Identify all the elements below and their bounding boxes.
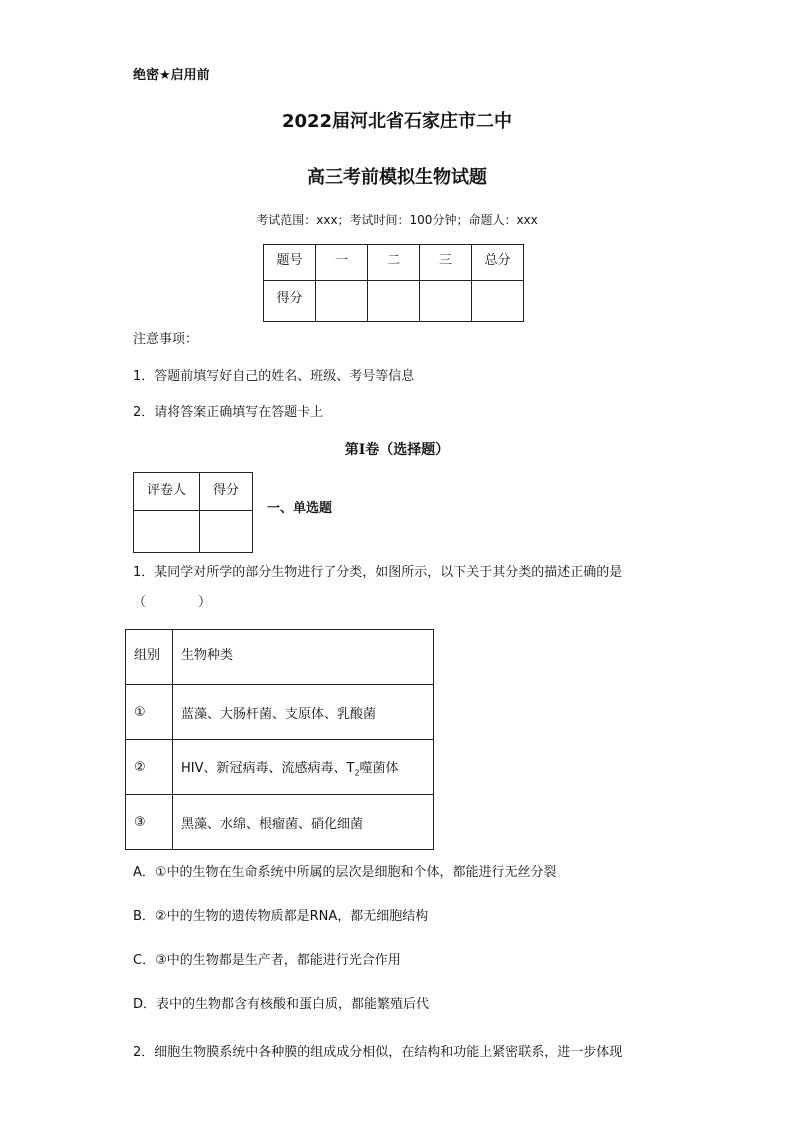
option-c: C．③中的生物都是生产者，都能进行光合作用 xyxy=(133,953,401,968)
part-heading: 一、单选题 xyxy=(267,501,333,516)
score-empty-cell xyxy=(368,281,420,322)
grader-table xyxy=(133,472,253,553)
table-row xyxy=(126,795,434,850)
section-title: 第I卷（选择题） xyxy=(344,442,450,458)
score-empty-cell xyxy=(472,281,524,322)
option-b: B．②中的生物的遗传物质都是RNA，都无细胞结构 xyxy=(133,909,429,924)
group-cell: ② xyxy=(126,740,173,795)
classification-table xyxy=(125,629,434,850)
species-cell: 蓝藻、大肠杆菌、支原体、乳酸菌 xyxy=(173,685,434,740)
score-header-cell: 一 xyxy=(316,245,368,281)
table-row xyxy=(126,685,434,740)
score-header-cell: 三 xyxy=(420,245,472,281)
species-cell xyxy=(173,740,434,795)
table-header-species: 生物种类 xyxy=(173,630,434,685)
score-header-cell: 题号 xyxy=(264,245,316,281)
exam-title-line1: 2022届河北省石家庄市二中 xyxy=(281,111,513,132)
note-item: 1．答题前填写好自己的姓名、班级、考号等信息 xyxy=(133,369,415,384)
score-row-label: 得分 xyxy=(264,281,316,322)
group-cell: ① xyxy=(126,685,173,740)
species-text: HIV、新冠病毒、流感病毒、T xyxy=(181,760,355,776)
option-d: D．表中的生物都含有核酸和蛋白质，都能繁殖后代 xyxy=(133,997,430,1012)
exam-title-line2: 高三考前模拟生物试题 xyxy=(307,167,487,188)
question-1-blank: （ ） xyxy=(133,595,212,610)
species-text: 噬菌体 xyxy=(359,760,399,776)
score-table xyxy=(263,244,524,322)
score-empty-cell xyxy=(420,281,472,322)
grader-empty-cell xyxy=(200,511,253,553)
group-cell: ③ xyxy=(126,795,173,850)
table-row xyxy=(126,740,434,795)
table-header-group: 组别 xyxy=(126,630,173,685)
grader-header: 评卷人 xyxy=(134,473,200,511)
question-1-stem: 1．某同学对所学的部分生物进行了分类，如图所示，以下关于其分类的描述正确的是 xyxy=(133,565,623,580)
notes-title: 注意事项： xyxy=(133,332,199,347)
score-header-cell: 总分 xyxy=(472,245,524,281)
species-subscript: 2 xyxy=(354,768,360,778)
grader-header: 得分 xyxy=(200,473,253,511)
option-a: A．①中的生物在生命系统中所属的层次是细胞和个体，都能进行无丝分裂 xyxy=(133,865,557,880)
secret-label: 绝密★启用前 xyxy=(133,68,210,83)
exam-info: 考试范围：xxx；考试时间：100分钟；命题人：xxx xyxy=(256,213,538,227)
score-header-cell: 二 xyxy=(368,245,420,281)
grader-empty-cell xyxy=(134,511,200,553)
note-item: 2．请将答案正确填写在答题卡上 xyxy=(133,405,324,420)
species-cell: 黑藻、水绵、根瘤菌、硝化细菌 xyxy=(173,795,434,850)
score-empty-cell xyxy=(316,281,368,322)
question-2-stem: 2．细胞生物膜系统中各种膜的组成成分相似，在结构和功能上紧密联系，进一步体现 xyxy=(133,1045,623,1060)
